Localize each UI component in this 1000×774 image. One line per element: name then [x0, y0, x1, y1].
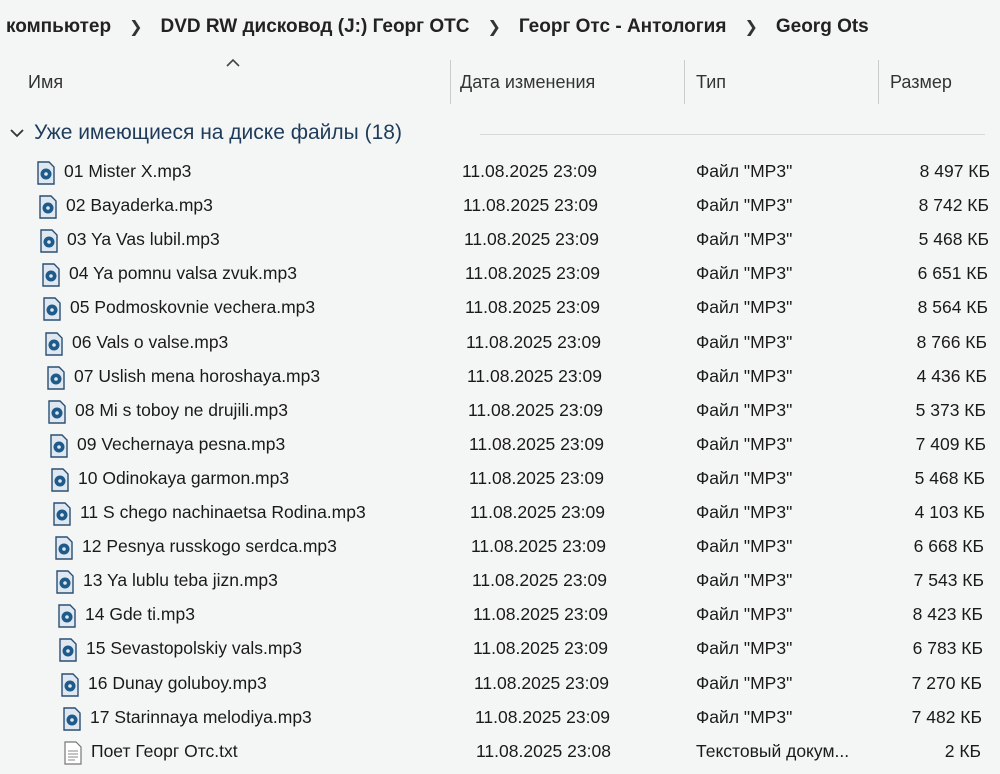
file-size: 6 668 КБ: [913, 536, 984, 557]
file-row[interactable]: [0, 462, 1000, 496]
file-name: 08 Mi s toboy ne drujili.mp3: [75, 399, 289, 420]
file-type: Файл "MP3": [696, 161, 793, 181]
file-date: 11.08.2025 23:09: [465, 263, 600, 284]
mp3-file-icon: [52, 502, 72, 526]
file-row[interactable]: [0, 735, 1000, 769]
file-size: 8 742 КБ: [918, 195, 989, 216]
file-row[interactable]: [0, 394, 1000, 428]
file-size: 6 783 КБ: [912, 638, 983, 659]
file-date: 11.08.2025 23:09: [464, 229, 599, 250]
file-date: 11.08.2025 23:09: [475, 706, 610, 727]
file-date: 11.08.2025 23:09: [465, 297, 600, 318]
file-type: Файл "MP3": [696, 365, 793, 386]
file-size: 4 436 КБ: [916, 365, 987, 386]
column-divider[interactable]: [878, 60, 879, 104]
file-type: Файл "MP3": [696, 638, 793, 659]
file-row[interactable]: [0, 701, 1000, 735]
file-date: 11.08.2025 23:09: [462, 161, 597, 181]
file-name: 01 Mister X.mp3: [64, 161, 192, 181]
file-row[interactable]: [0, 530, 1000, 564]
group-divider-line: [480, 134, 985, 135]
column-divider[interactable]: [450, 60, 451, 104]
file-name: 02 Bayaderka.mp3: [66, 195, 213, 216]
file-type: Файл "MP3": [696, 467, 793, 488]
file-size: 8 564 КБ: [917, 297, 988, 318]
column-header-name[interactable]: Имя: [28, 71, 64, 92]
file-name: 03 Ya Vas lubil.mp3: [67, 229, 220, 250]
file-date: 11.08.2025 23:09: [471, 536, 606, 557]
chevron-right-icon[interactable]: ❯: [487, 19, 501, 36]
file-row[interactable]: [0, 223, 1000, 257]
file-name: 06 Vals o valse.mp3: [72, 331, 229, 352]
file-row[interactable]: [0, 189, 1000, 223]
mp3-file-icon: [58, 638, 78, 662]
file-type: Файл "MP3": [696, 195, 793, 216]
mp3-file-icon: [55, 570, 75, 594]
file-size: 5 468 КБ: [918, 229, 989, 250]
file-name: 13 Ya lublu teba jizn.mp3: [83, 570, 278, 591]
breadcrumb: [0, 0, 1000, 54]
file-row[interactable]: [0, 326, 1000, 360]
file-size: 7 270 КБ: [911, 672, 982, 693]
mp3-file-icon: [47, 400, 67, 424]
file-date: 11.08.2025 23:09: [463, 195, 598, 216]
mp3-file-icon: [44, 332, 64, 356]
file-date: 11.08.2025 23:09: [473, 604, 608, 625]
group-header[interactable]: [8, 116, 402, 150]
file-type: Текстовый докум...: [696, 740, 850, 761]
column-header-date[interactable]: Дата изменения: [460, 71, 596, 92]
breadcrumb-item-dvd-drive[interactable]: DVD RW дисковод (J:) Георг ОТС: [160, 16, 470, 37]
file-name: 14 Gde ti.mp3: [85, 604, 195, 625]
file-type: Файл "MP3": [696, 536, 793, 557]
file-type: Файл "MP3": [696, 331, 793, 352]
file-size: 7 409 КБ: [915, 433, 986, 454]
file-name: 17 Starinnaya melodiya.mp3: [90, 706, 312, 727]
file-type: Файл "MP3": [696, 604, 793, 625]
breadcrumb-item-anthology[interactable]: Георг Отс - Антология: [518, 16, 727, 37]
file-type: Файл "MP3": [696, 672, 793, 693]
file-row[interactable]: [0, 360, 1000, 394]
mp3-file-icon: [49, 434, 69, 458]
column-divider[interactable]: [684, 60, 685, 104]
mp3-file-icon: [41, 263, 61, 287]
column-header-type[interactable]: Тип: [696, 71, 727, 92]
mp3-file-icon: [50, 468, 70, 492]
file-type: Файл "MP3": [696, 502, 793, 522]
file-size: 4 103 КБ: [914, 502, 985, 522]
file-date: 11.08.2025 23:09: [473, 638, 608, 659]
file-name: 10 Odinokaya garmon.mp3: [78, 467, 290, 488]
file-type: Файл "MP3": [696, 297, 793, 318]
file-date: 11.08.2025 23:09: [472, 570, 607, 591]
file-date: 11.08.2025 23:08: [476, 740, 611, 761]
file-date: 11.08.2025 23:09: [469, 433, 604, 454]
file-name: 16 Dunay goluboy.mp3: [88, 672, 267, 693]
file-size: 8 423 КБ: [912, 604, 983, 625]
file-row[interactable]: [0, 257, 1000, 291]
file-type: Файл "MP3": [696, 399, 793, 420]
mp3-file-icon: [42, 297, 62, 321]
file-size: 5 373 КБ: [915, 399, 986, 420]
mp3-file-icon: [57, 604, 77, 628]
file-date: 11.08.2025 23:09: [470, 502, 605, 522]
file-size: 2 КБ: [944, 740, 981, 761]
file-name: 12 Pesnya russkogo serdca.mp3: [82, 536, 337, 557]
mp3-file-icon: [39, 229, 59, 253]
file-row[interactable]: [0, 564, 1000, 598]
chevron-right-icon[interactable]: ❯: [129, 19, 143, 36]
file-type: Файл "MP3": [696, 433, 793, 454]
file-row[interactable]: [0, 155, 1000, 189]
file-name: 07 Uslish mena horoshaya.mp3: [74, 365, 321, 386]
text-file-icon: [63, 741, 83, 765]
file-type: Файл "MP3": [696, 229, 793, 250]
file-size: 7 482 КБ: [911, 706, 982, 727]
file-row[interactable]: [0, 428, 1000, 462]
file-name: 04 Ya pomnu valsa zvuk.mp3: [69, 263, 297, 284]
file-type: Файл "MP3": [696, 706, 793, 727]
file-date: 11.08.2025 23:09: [466, 331, 601, 352]
file-date: 11.08.2025 23:09: [467, 365, 602, 386]
file-size: 5 468 КБ: [914, 467, 985, 488]
mp3-file-icon: [60, 673, 80, 697]
file-row[interactable]: [0, 667, 1000, 701]
mp3-file-icon: [38, 195, 58, 219]
chevron-right-icon[interactable]: ❯: [744, 19, 758, 36]
file-name: Поет Георг Отс.txt: [91, 740, 238, 761]
file-row[interactable]: [0, 632, 1000, 666]
file-size: 8 497 КБ: [919, 161, 990, 181]
chevron-down-icon[interactable]: [8, 124, 26, 142]
file-name: 11 S chego nachinaetsa Rodina.mp3: [80, 502, 366, 522]
column-header-row: [0, 56, 1000, 108]
file-size: 7 543 КБ: [913, 570, 984, 591]
file-row[interactable]: [0, 496, 1000, 530]
mp3-file-icon: [36, 161, 56, 185]
file-date: 11.08.2025 23:09: [474, 672, 609, 693]
mp3-file-icon: [54, 536, 74, 560]
file-size: 8 766 КБ: [916, 331, 987, 352]
file-type: Файл "MP3": [696, 263, 793, 284]
file-type: Файл "MP3": [696, 570, 793, 591]
file-row[interactable]: [0, 598, 1000, 632]
mp3-file-icon: [46, 366, 66, 390]
file-date: 11.08.2025 23:09: [468, 399, 603, 420]
file-name: 05 Podmoskovnie vechera.mp3: [70, 297, 316, 318]
mp3-file-icon: [62, 707, 82, 731]
file-name: 15 Sevastopolskiy vals.mp3: [86, 638, 302, 659]
file-date: 11.08.2025 23:09: [469, 467, 604, 488]
breadcrumb-item-computer[interactable]: компьютер: [6, 16, 112, 37]
file-size: 6 651 КБ: [917, 263, 988, 284]
group-label: Уже имеющиеся на диске файлы (18): [34, 121, 402, 144]
file-name: 09 Vechernaya pesna.mp3: [77, 433, 286, 454]
breadcrumb-item-georg-ots[interactable]: Georg Ots: [775, 16, 869, 37]
file-row[interactable]: [0, 291, 1000, 325]
column-header-size[interactable]: Размер: [890, 71, 952, 92]
sort-ascending-icon: [226, 58, 240, 68]
